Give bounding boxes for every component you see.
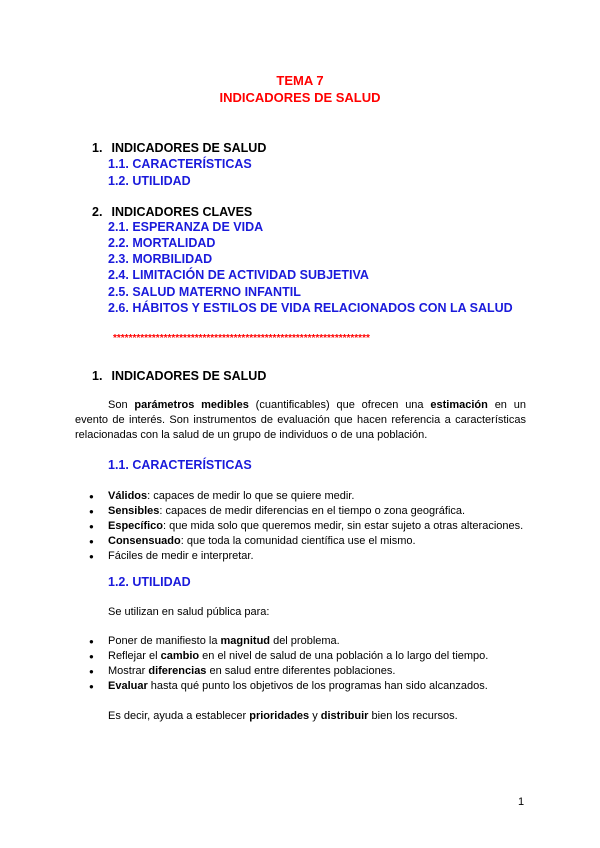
separator-line: ****************************************************************** <box>113 333 370 344</box>
section-1-intro: Son parámetros medibles (cuantificables) que ofrecen una estimación en un evento de interés. Son instrumentos de evaluación que hacen referencia a características relacionadas con la salud de un grupo de individuos o de una población. <box>75 399 526 441</box>
toc-item-2-5: 2.5. SALUD MATERNO INFANTIL <box>108 285 301 299</box>
utility-lead: Se utilizan en salud pública para: <box>108 606 270 618</box>
toc-item-2-6: 2.6. HÁBITOS Y ESTILOS DE VIDA RELACIONADOS CON LA SALUD <box>108 301 513 315</box>
list-item: ● Consensuado: que toda la comunidad científica use el mismo. <box>75 534 523 549</box>
page-number: 1 <box>518 796 525 808</box>
section-1-number: 1. <box>92 369 103 383</box>
list-item: ● Poner de manifiesto la magnitud del problema. <box>75 634 488 649</box>
toc-item-2-4: 2.4. LIMITACIÓN DE ACTIVIDAD SUBJETIVA <box>108 268 369 282</box>
toc-heading-2-number: 2. <box>92 205 103 219</box>
term-parametros-medibles: parámetros medibles <box>134 399 249 411</box>
term-estimacion: estimación <box>430 399 488 411</box>
subsection-1-2-title: 1.2. UTILIDAD <box>108 575 191 589</box>
toc-item-2-1: 2.1. ESPERANZA DE VIDA <box>108 220 264 234</box>
term-distribuir: distribuir <box>320 710 369 722</box>
toc-heading-1 <box>92 141 266 155</box>
toc-heading-1-label: INDICADORES DE SALUD <box>111 141 267 155</box>
list-item: ● Válidos: capaces de medir lo que se quiere medir. <box>75 489 523 504</box>
list-item: ● Reflejar el cambio en el nivel de salud de una población a lo largo del tiempo. <box>75 649 488 664</box>
list-item: ● Sensibles: capaces de medir diferencias en el tiempo o zona geográfica. <box>75 504 523 519</box>
toc-item-2-2: 2.2. MORTALIDAD <box>108 236 216 250</box>
toc-item-1-2: 1.2. UTILIDAD <box>108 174 191 188</box>
toc-item-1-1: 1.1. CARACTERÍSTICAS <box>108 157 252 171</box>
list-item: ● Específico: que mida solo que queremos medir, sin estar sujeto a otras alteraciones. <box>75 519 523 534</box>
characteristics-list <box>75 489 523 564</box>
utility-closing: Es decir, ayuda a establecer prioridades y distribuir bien los recursos. <box>108 710 458 722</box>
toc-heading-1-number: 1. <box>92 141 103 155</box>
subsection-1-1-title: 1.1. CARACTERÍSTICAS <box>108 458 252 472</box>
toc-heading-2-label: INDICADORES CLAVES <box>111 205 253 219</box>
list-item: ● Fáciles de medir e interpretar. <box>75 549 523 564</box>
term-prioridades: prioridades <box>249 710 310 722</box>
section-1-title: INDICADORES DE SALUD <box>111 369 267 383</box>
list-item: ● Evaluar hasta qué punto los objetivos de los programas han sido alcanzados. <box>75 679 488 694</box>
utility-list <box>75 634 488 694</box>
toc-item-2-3: 2.3. MORBILIDAD <box>108 252 213 266</box>
doc-title-line1: TEMA 7 <box>276 73 324 88</box>
toc-heading-2 <box>92 205 252 219</box>
section-1-heading <box>92 369 266 383</box>
doc-title-line2: INDICADORES DE SALUD <box>219 90 381 105</box>
list-item: ● Mostrar diferencias en salud entre diferentes poblaciones. <box>75 664 488 679</box>
